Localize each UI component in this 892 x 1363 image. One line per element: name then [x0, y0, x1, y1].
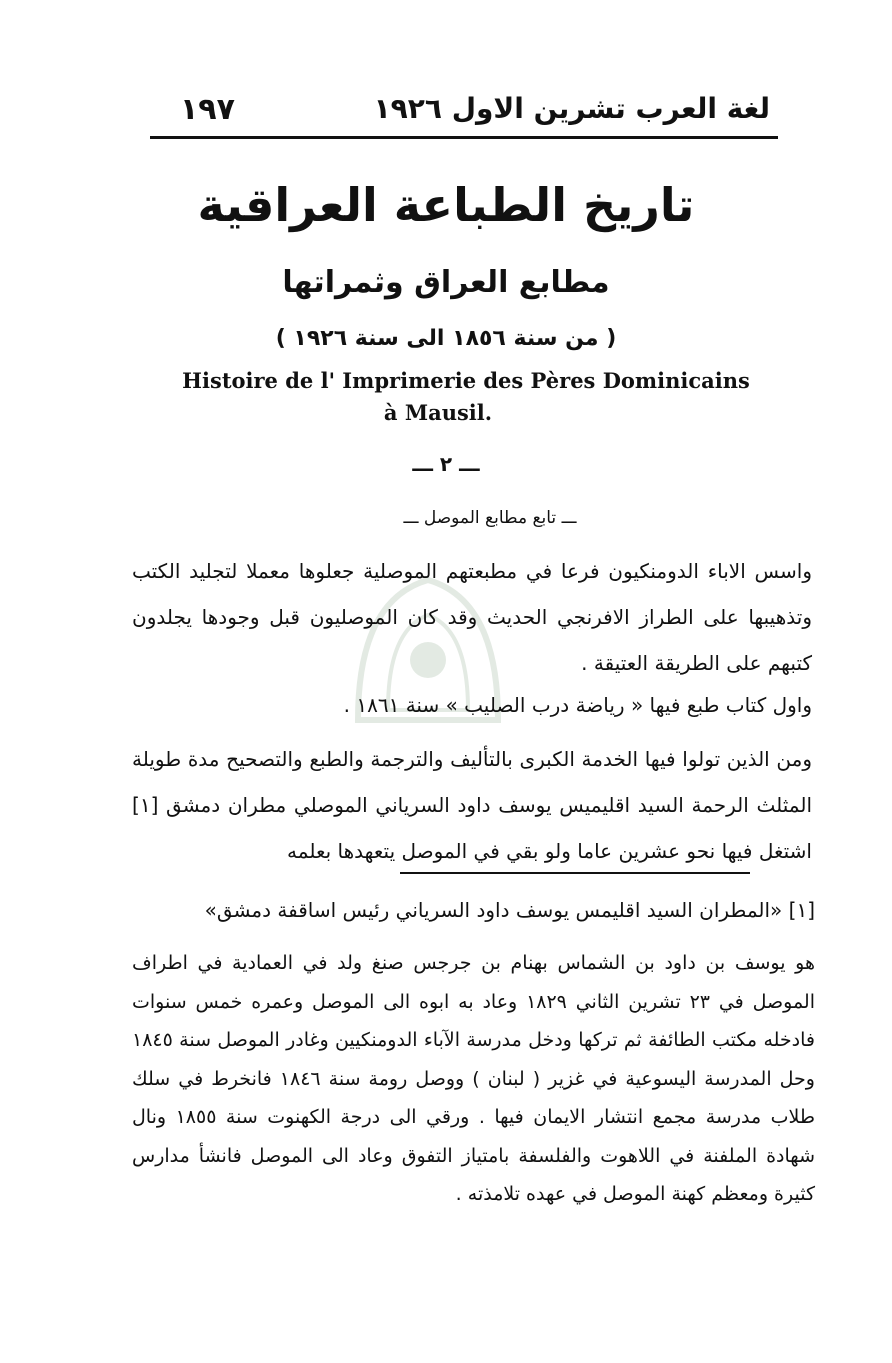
footnote-body — [132, 944, 815, 1214]
body-paragraph-1 — [132, 548, 812, 686]
running-header — [150, 92, 790, 132]
body-paragraph-3 — [132, 736, 812, 874]
header-rule — [150, 136, 778, 139]
article-title: تاريخ الطباعة العراقية — [197, 178, 695, 232]
section-heading: ـــ تابع مطابع الموصل ـــ — [403, 508, 577, 528]
french-title-line-1: Histoire de l' Imprimerie des Pères Dominicains — [182, 368, 750, 393]
french-title-line-2: à Mausil. — [383, 400, 493, 425]
date-range: ( من سنة ١٨٥٦ الى سنة ١٩٢٦ ) — [275, 326, 617, 351]
paragraph-text: ومن الذين تولوا فيها الخدمة الكبرى بالتأليف والترجمة والطبع والتصحيح مدة طويلة المثلث الرحمة السيد اقليميس يوسف داود السرياني الموصلي مطران دمشق [١] اشتغل فيها نحو عشرين عاما ولو بقي في الموصل يتعهدها بعلمه — [132, 747, 812, 863]
body-paragraph-2 — [132, 682, 812, 728]
paragraph-text: واول كتاب طبع فيها « رياضة درب الصليب » سنة ١٨٦١ . — [343, 693, 812, 717]
journal-issue-line: لغة العرب تشرين الاول ١٩٢٦ — [373, 92, 770, 125]
part-number: ـــ ٢ ـــ — [412, 452, 480, 476]
footnote-text: هو يوسف بن داود بن الشماس بهنام بن جرجس صنغ ولد في العمادية في اطراف الموصل في ٢٣ تشرين الثاني ١٨٢٩ وعاد به ابوه الى الموصل وعمره خمس سنوات فادخله مكتب الطائفة ثم تركها ودخل مدرسة الآباء الدومنكيين وغادر الموصل سنة ١٨٤٥ وحل المدرسة اليسوعية في غزير ( لبنان ) ووصل رومة سنة ١٨٤٦ فانخرط في سلك طلاب مدرسة مجمع انتشار الايمان فيها . ورقي الى درجة الكهنوت سنة ١٨٥٥ ونال شهادة الملفنة في اللاهوت والفلسفة بامتياز التفوق وعاد الى الموصل فانشأ مدارس كثيرة ومعظم كهنة الموصل في عهده تلامذته . — [132, 952, 815, 1205]
footnote-rule — [400, 872, 750, 874]
article-subtitle: مطابع العراق وثمراتها — [282, 265, 610, 300]
page-number: ١٩٧ — [180, 92, 235, 127]
paragraph-text: واسس الاباء الدومنكيون فرعا في مطبعتهم الموصلية جعلوها معملا لتجليد الكتب وتذهيبها على الطراز الافرنجي الحديث وقد كان الموصليون قبل وجودها يجلدون كتبهم على الطريقة العتيقة . — [132, 559, 812, 675]
footnote-title: [١] «المطران السيد اقليمس يوسف داود السرياني رئيس اساقفة دمشق» — [204, 898, 815, 922]
